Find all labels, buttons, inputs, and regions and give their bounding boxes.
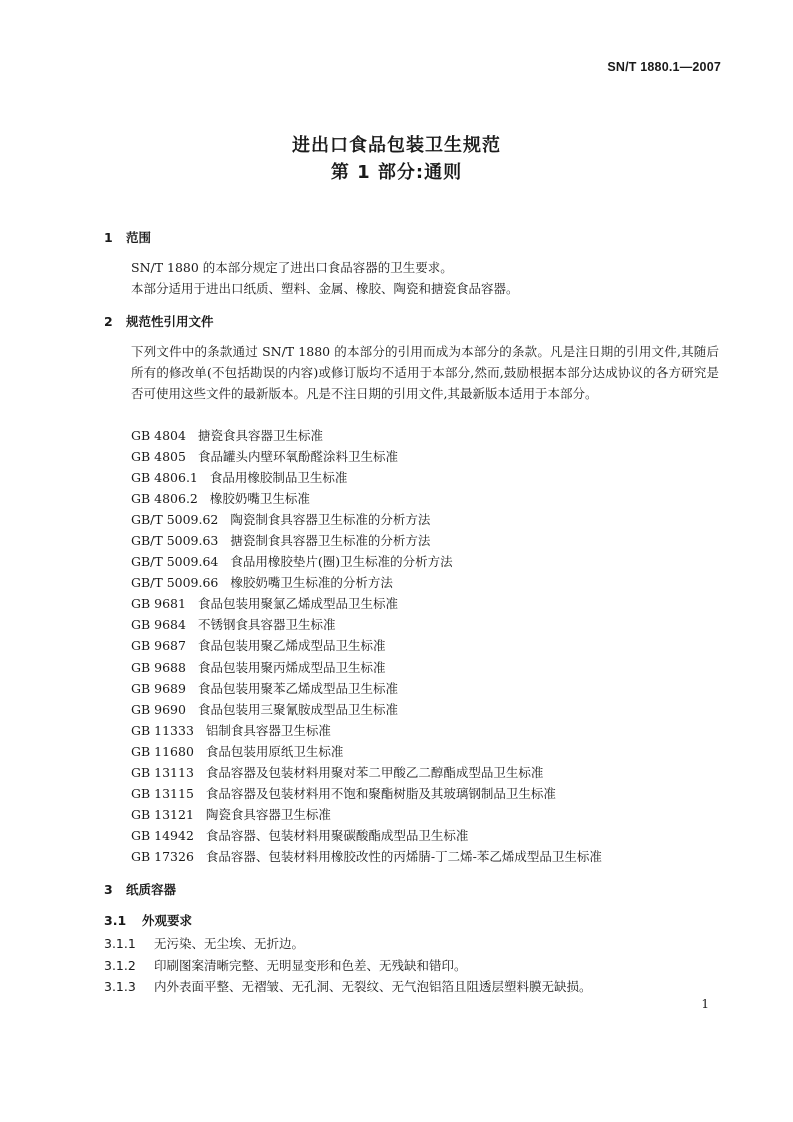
reference-title: 食品用橡胶垫片(圈)卫生标准的分析方法	[230, 554, 453, 570]
clause-item	[104, 977, 592, 995]
section-1-heading	[104, 228, 151, 246]
section-title: 范围	[126, 230, 152, 245]
clause-text: 印刷图案清晰完整、无明显变形和色差、无残缺和错印。	[154, 958, 467, 973]
reference-code: GB 4804	[131, 428, 186, 443]
reference-title: 食品容器及包装材料用不饱和聚酯树脂及其玻璃钢制品卫生标准	[205, 785, 556, 801]
clause-item	[104, 934, 304, 952]
document-title: 进出口食品包装卫生规范	[292, 135, 501, 156]
reference-item	[131, 572, 602, 593]
clause-number: 3.1.2	[104, 958, 136, 973]
standard-code: SN/T 1880.1—2007	[607, 60, 721, 74]
section-2-heading	[104, 312, 214, 330]
reference-title: 不锈钢食具容器卫生标准	[197, 617, 336, 633]
reference-title: 搪瓷制食具容器卫生标准的分析方法	[230, 533, 431, 549]
clause-text: 内外表面平整、无褶皱、无孔洞、无裂纹、无气泡铝箔且阻透层塑料膜无缺损。	[154, 979, 592, 994]
clause-number: 3.1.3	[104, 979, 136, 994]
reference-code: GB/T 5009.66	[131, 575, 219, 591]
reference-title: 橡胶奶嘴卫生标准的分析方法	[230, 575, 393, 591]
reference-title: 铝制食具容器卫生标准	[205, 722, 331, 738]
reference-code: GB 4805	[131, 449, 186, 465]
reference-item	[131, 825, 602, 846]
reference-item	[131, 446, 602, 467]
reference-title: 陶瓷食具容器卫生标准	[205, 806, 331, 822]
reference-code: GB 9687	[131, 638, 186, 654]
reference-title: 食品容器及包装材料用聚对苯二甲酸乙二醇酯成型品卫生标准	[205, 764, 544, 780]
reference-title: 食品包装用聚氯乙烯成型品卫生标准	[197, 596, 398, 612]
reference-item	[131, 488, 602, 509]
reference-title: 食品容器、包装材料用聚碳酸酯成型品卫生标准	[205, 827, 469, 843]
reference-code: GB 9684	[131, 617, 186, 633]
section-title: 规范性引用文件	[126, 314, 214, 329]
reference-item	[131, 593, 602, 614]
reference-code: GB/T 5009.63	[131, 533, 219, 549]
section-1-paragraph-1: SN/T 1880 的本部分规定了进出口食品容器的卫生要求。	[131, 260, 453, 275]
reference-item	[131, 509, 602, 530]
reference-title: 食品包装用聚丙烯成型品卫生标准	[197, 659, 386, 675]
reference-code: GB 11680	[131, 743, 194, 759]
section-3-heading	[104, 880, 176, 898]
reference-item	[131, 635, 602, 656]
reference-item	[131, 425, 602, 446]
reference-item	[131, 720, 602, 741]
page-number: 1	[701, 997, 709, 1011]
reference-item	[131, 467, 602, 488]
reference-code: GB 17326	[131, 848, 194, 864]
subsection-title: 外观要求	[142, 913, 193, 928]
clause-number: 3.1.1	[104, 936, 136, 951]
clause-text: 无污染、无尘埃、无折边。	[154, 936, 305, 951]
reference-code: GB 9690	[131, 701, 186, 717]
reference-title: 橡胶奶嘴卫生标准	[209, 491, 310, 507]
section-number: 1	[104, 230, 113, 245]
reference-code: GB 9688	[131, 659, 186, 675]
reference-title: 陶瓷制食具容器卫生标准的分析方法	[230, 512, 431, 528]
reference-code: GB 14942	[131, 827, 194, 843]
reference-item	[131, 846, 602, 867]
paragraph-text: 下列文件中的条款通过 SN/T 1880 的本部分的引用而成为本部分的条款。凡是注日期的引用文件,其随后所有的修改单(不包括勘误的内容)或修订版均不适用于本部分,然而,鼓励根据本部分达成协议的各方研究是否可使用这些文件的最新版本。凡是不注日期的引用文件,其最新版本适用于本部分。	[131, 344, 719, 401]
reference-title: 食品包装用聚苯乙烯成型品卫生标准	[197, 680, 398, 696]
reference-item	[131, 678, 602, 699]
reference-item	[131, 762, 602, 783]
reference-title: 食品用橡胶制品卫生标准	[209, 470, 348, 486]
reference-code: GB 9689	[131, 680, 186, 696]
reference-code: GB/T 5009.62	[131, 512, 219, 528]
normative-references-list	[131, 425, 602, 867]
reference-item	[131, 551, 602, 572]
subsection-3-1-heading	[104, 911, 192, 929]
section-number: 2	[104, 314, 113, 329]
reference-item	[131, 741, 602, 762]
section-title: 纸质容器	[126, 882, 177, 897]
section-1-paragraph-2: 本部分适用于进出口纸质、塑料、金属、橡胶、陶瓷和搪瓷食品容器。	[131, 281, 519, 296]
reference-code: GB 13113	[131, 764, 194, 780]
section-2-paragraph	[104, 341, 719, 404]
reference-item	[131, 614, 602, 635]
reference-code: GB 13121	[131, 806, 194, 822]
reference-title: 食品容器、包装材料用橡胶改性的丙烯腈-丁二烯-苯乙烯成型品卫生标准	[205, 848, 602, 864]
section-number: 3	[104, 882, 113, 897]
reference-item	[131, 804, 602, 825]
reference-title: 食品包装用三聚氰胺成型品卫生标准	[197, 701, 398, 717]
reference-code: GB 13115	[131, 785, 194, 801]
subsection-number: 3.1	[104, 913, 127, 928]
clause-item	[104, 956, 467, 974]
reference-item	[131, 783, 602, 804]
reference-code: GB 11333	[131, 722, 194, 738]
reference-title: 食品包装用原纸卫生标准	[205, 743, 344, 759]
reference-title: 食品罐头内壁环氧酚醛涂料卫生标准	[197, 449, 398, 465]
reference-code: GB 9681	[131, 596, 186, 612]
reference-item	[131, 657, 602, 678]
reference-title: 搪瓷食具容器卫生标准	[197, 428, 323, 443]
reference-item	[131, 699, 602, 720]
reference-code: GB 4806.2	[131, 491, 198, 507]
reference-code: GB/T 5009.64	[131, 554, 219, 570]
reference-title: 食品包装用聚乙烯成型品卫生标准	[197, 638, 386, 654]
reference-item	[131, 530, 602, 551]
reference-code: GB 4806.1	[131, 470, 198, 486]
document-subtitle: 第 1 部分:通则	[330, 162, 463, 183]
